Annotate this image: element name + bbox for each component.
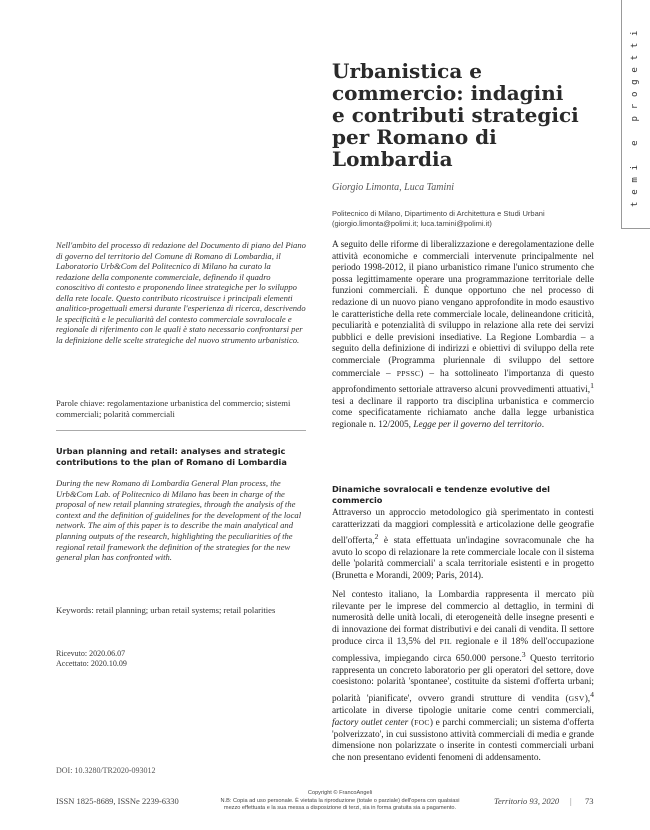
text-run: regionale e il 18% dell'occupazione complessiva, impiegando circa 650.000 persone. [332, 637, 594, 665]
abstract-english: During the new Romano di Lombardia General Plan process, the Urb&Com Lab. of Politecnico di Milano has been in charge of the proposal of new retail planning strategies, through the analysis of the context and the definition of guidelines for the development of the local network. The aim of this paper is to describe the main analytical and planning outputs of the research, highlighting the peculiarities of the regional retail framework the definition of the strategies for the new general plan has confronted with. [56, 478, 302, 563]
copyright-line: mezzo effettuata e la sua messa a disposizione di terzi, sia in forma gratuita sia a pagamento. [223, 805, 457, 811]
text-run: Attraverso un approccio metodologico già sperimentato in contesti caratterizzati da maggiori complessità e articolazione delle geografie dell'offerta, [332, 508, 594, 547]
accepted-date: Accettato: 2020.10.09 [56, 658, 127, 668]
abstract-italian: Nell'ambito del processo di redazione del Documento di piano del Piano di governo del territorio del Comune di Romano di Lombardia, il Laboratorio Urb&Com del Politecnico di Milano ha curato la redazione della componente commerciale, definendo il quadro conoscitivo di contesto e proponendo linee strategiche per lo sviluppo della rete locale. Questo contributo ricostruisce i principali elementi analitico-progettuali emersi durante l'esperienza di ricerca, descrivendo le specificità e le peculiarità del contesto commerciale sovralocale e regionale di riferimento con le quali è stato necessario confrontarsi per la definizione delle scelte strategiche del nuovo strumento urbanistico. [56, 240, 306, 345]
footnote-ref: 3 [521, 649, 526, 659]
affiliation-emails: (giorgio.limonta@polimi.it; luca.tamini@polimi.it) [332, 219, 492, 228]
acronym: PPSSC [396, 368, 421, 378]
keywords-english: Keywords: retail planning; urban retail systems; retail polarities [56, 605, 276, 615]
section-heading: Dinamiche sovralocali e tendenze evolutive del commercio [332, 484, 550, 505]
footnote-ref: 4 [590, 689, 594, 699]
copyright-notice [205, 790, 475, 813]
body-paragraph-3 [332, 590, 594, 765]
italic-term: factory outlet center [332, 718, 409, 729]
english-title: Urban planning and retail: analyses and strategic contributions to the plan of Romano di Lombardia [56, 446, 287, 467]
article-title: Urbanistica e commercio: indagini e contributi strategici per Romano di Lombardia [332, 59, 579, 171]
acronym: GSV [568, 693, 585, 703]
text-run: articolate in diverse tipologie unitarie come centri commerciali, [332, 705, 594, 716]
footer-separator: | [570, 796, 572, 806]
text-run: A seguito delle riforme di liberalizzazione e deregolamentazione delle attività economiche e commerciali intervenute principalmente nel periodo 1998-2012, il piano urbanistico rimane l'unico strumento che possa legittimamente operare una programmazione territoriale delle funzioni commerciali. È dunque opportuno che nel processo di redazione di un nuovo piano vengano approfondite in modo esaustivo le caratteristiche della rete commerciale locale, delineandone criticità, peculiarità e potenzialità di sviluppo in relazione alla rete dei servizi pubblici e delle previsioni insediative. La Regione Lombardia – a seguito della definizione di indirizzi e obiettivi di sviluppo della rete commerciale (Programma pluriennale di sviluppo del settore commerciale – [332, 240, 594, 379]
text-run: ), [584, 693, 591, 704]
submission-dates [56, 649, 127, 668]
acronym: PIL [439, 637, 452, 647]
copyright-line: N.B: Copia ad uso personale. È vietata la riproduzione (totale o parziale) dell'opera con qualsiasi [220, 797, 460, 804]
page-number: 73 [585, 796, 594, 806]
divider [56, 430, 306, 431]
keywords-italian: Parole chiave: regolamentazione urbanistica del commercio; sistemi commerciali; polarità commerciali [56, 398, 291, 419]
text-run: Questo territorio rappresenta un concreto laboratorio per gli operatori del settore, dove coesistono: polarità 'spontanee', costituite da sistemi d'offerta urbani; polarità 'pianificate', ovvero grandi strutture di vendita ( [332, 654, 595, 704]
authors: Giorgio Limonta, Luca Tamini [332, 182, 455, 193]
copyright-line: Copyright © FrancoAngeli [307, 790, 373, 796]
section-label: temi e progetti [630, 23, 640, 207]
acronym: FOC [414, 718, 430, 728]
journal-issue: Territorio 93, 2020 [494, 796, 560, 806]
text-run: . [541, 420, 545, 430]
issn: ISSN 1825-8689, ISSNe 2239-6330 [56, 796, 179, 806]
text-run: ( [408, 718, 415, 729]
footnote-ref: 1 [590, 381, 594, 391]
text-run: è stata effettuata un'indagine sovracomunale che ha avuto lo scopo di relazionare la rete commerciale locale con il sistema delle 'polarità commerciali' a scala territoriale esistenti e in progetto (Brunetta e Morandi, 2009; Paris, 2014). [332, 536, 594, 582]
text-run: tesi a declinare il rapporto tra disciplina urbanistica e commercio come specificatamente richiamato anche dalla legge urbanistica regionale n. 12/2005, [332, 396, 594, 430]
text-run: ) – ha sottolineato l'importanza di questo approfondimento settoriale attraverso alcuni provvedimenti attuativi, [332, 368, 594, 396]
law-title: Legge per il governo del territorio [413, 420, 542, 430]
received-date: Ricevuto: 2020.06.07 [56, 649, 126, 658]
text-run: ) e parchi commerciali; un sistema d'offerta 'polverizzato', in cui sussistono attività commerciali di media e grande dimensione non polarizzate o inserite in contesti commerciali urbani che non presentano evidenti fenomeni di addensamento. [332, 718, 594, 763]
footnote-ref: 2 [374, 532, 379, 542]
body-paragraph-1 [332, 240, 594, 432]
doi: DOI: 10.3280/TR2020-093012 [56, 766, 156, 775]
affiliation-department: Politecnico di Milano, Dipartimento di Architettura e Studi Urbani [332, 209, 545, 218]
affiliation [332, 209, 622, 229]
body-paragraph-2 [332, 508, 594, 583]
text-run: Nel contesto italiano, la Lombardia rappresenta il mercato più rilevante per le imprese del commercio al dettaglio, in termini di numerosità delle unità locali, di eterogeneità delle insegne presenti e di innovazione dei format distributivi e dei canali di vendita. Il settore produce circa il 13,5% del [332, 590, 594, 648]
